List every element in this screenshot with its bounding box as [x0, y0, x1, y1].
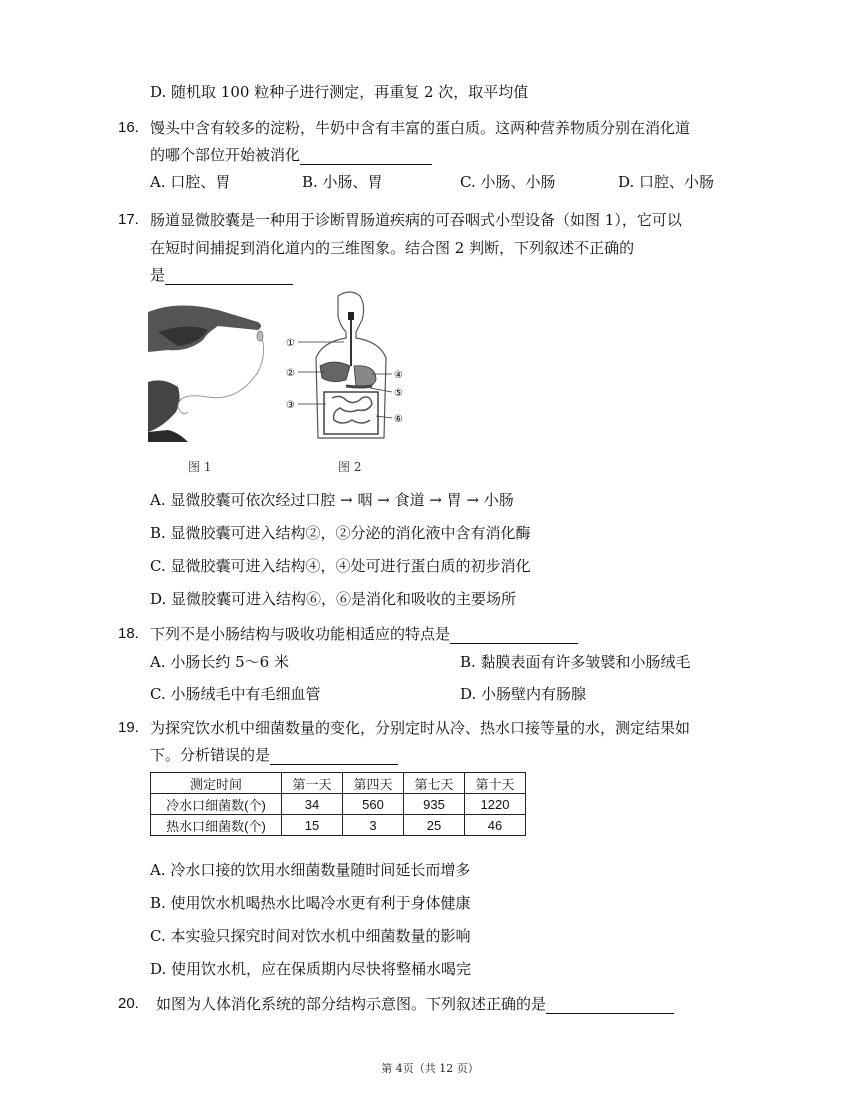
figure-2-digestive-diagram	[284, 288, 412, 444]
q20-answer-blank[interactable]	[546, 997, 674, 1014]
q16-stem-line1: 馒头中含有较多的淀粉，牛奶中含有丰富的蛋白质。这两种营养物质分别在消化道	[150, 119, 691, 137]
q18-option-d: D. 小肠壁内有肠腺	[460, 685, 587, 703]
q17-stem-line1: 肠道显微胶囊是一种用于诊断胃肠道疾病的可吞咽式小型设备（如图 1），它可以	[150, 211, 682, 229]
table-cell: 25	[404, 815, 465, 836]
table-header-cell: 第十天	[465, 773, 526, 794]
marker-2: ②	[286, 368, 295, 379]
marker-6: ⑥	[394, 414, 403, 425]
table-cell: 935	[404, 794, 465, 815]
table-header-cell: 第四天	[343, 773, 404, 794]
q17-option-d: D. 显微胶囊可进入结构⑥，⑥是消化和吸收的主要场所	[150, 590, 517, 608]
q18-number: 18.	[118, 625, 139, 642]
table-cell: 3	[343, 815, 404, 836]
q16-answer-blank[interactable]	[300, 148, 432, 165]
q16-option-c: C. 小肠、小肠	[460, 173, 556, 191]
figure-1-label: 图 1	[188, 460, 212, 474]
q18-option-a: A. 小肠长约 5～6 米	[150, 653, 289, 671]
q16-option-a: A. 口腔、胃	[150, 173, 231, 191]
table-row	[151, 794, 526, 815]
marker-5: ⑤	[394, 388, 403, 399]
table-cell: 热水口细菌数(个)	[151, 815, 282, 836]
q16-option-d: D. 口腔、小肠	[618, 173, 715, 191]
table-cell: 46	[465, 815, 526, 836]
q19-option-b: B. 使用饮水机喝热水比喝冷水更有利于身体健康	[150, 894, 471, 912]
q19-stem-line2: 下。分析错误的是	[150, 745, 398, 765]
q19-answer-blank[interactable]	[270, 748, 398, 765]
q15-option-d: D. 随机取 100 粒种子进行测定，再重复 2 次，取平均值	[150, 83, 529, 101]
q17-option-c: C. 显微胶囊可进入结构④，④处可进行蛋白质的初步消化	[150, 557, 531, 575]
marker-1: ①	[286, 338, 295, 349]
q20-stem: 如图为人体消化系统的部分结构示意图。下列叙述正确的是	[156, 994, 674, 1014]
q18-option-b: B. 黏膜表面有许多皱襞和小肠绒毛	[460, 653, 691, 671]
table-cell: 冷水口细菌数(个)	[151, 794, 282, 815]
table-cell: 34	[282, 794, 343, 815]
table-cell: 560	[343, 794, 404, 815]
q19-stem-line1: 为探究饮水机中细菌数量的变化，分别定时从冷、热水口接等量的水，测定结果如	[150, 719, 691, 737]
q17-option-a: A. 显微胶囊可依次经过口腔 → 咽 → 食道 → 胃 → 小肠	[150, 491, 514, 509]
table-header-row	[151, 773, 526, 794]
figure-2-label: 图 2	[338, 460, 362, 474]
table-header-cell: 第一天	[282, 773, 343, 794]
q17-answer-blank[interactable]	[165, 268, 293, 285]
q17-option-b: B. 显微胶囊可进入结构②，②分泌的消化液中含有消化酶	[150, 524, 531, 542]
table-header-cell: 测定时间	[151, 773, 282, 794]
page-footer: 第 4页（共 12 页）	[381, 1062, 479, 1075]
figure-1-capsule-photo	[148, 292, 273, 442]
marker-3: ③	[286, 400, 295, 411]
table-row	[151, 815, 526, 836]
q18-stem: 下列不是小肠结构与吸收功能相适应的特点是	[150, 624, 578, 644]
marker-4: ④	[394, 370, 403, 381]
q17-stem-line2: 在短时间捕捉到消化道内的三维图象。结合图 2 判断，下列叙述不正确的	[150, 239, 635, 257]
q18-answer-blank[interactable]	[450, 627, 578, 644]
q16-stem-line2: 的哪个部位开始被消化	[150, 145, 432, 165]
q16-number: 16.	[118, 119, 139, 136]
q19-option-a: A. 冷水口接的饮用水细菌数量随时间延长而增多	[150, 861, 471, 879]
q19-option-c: C. 本实验只探究时间对饮水机中细菌数量的影响	[150, 927, 471, 945]
table-header-cell: 第七天	[404, 773, 465, 794]
q19-number: 19.	[118, 719, 139, 736]
bacteria-count-table	[150, 772, 526, 836]
q18-option-c: C. 小肠绒毛中有毛细血管	[150, 685, 321, 703]
table-cell: 15	[282, 815, 343, 836]
q19-option-d: D. 使用饮水机，应在保质期内尽快将整桶水喝完	[150, 960, 472, 978]
q17-number: 17.	[118, 211, 139, 228]
q20-number: 20.	[118, 995, 139, 1012]
table-cell: 1220	[465, 794, 526, 815]
q17-stem-line3: 是	[150, 265, 293, 285]
q16-option-b: B. 小肠、胃	[302, 173, 383, 191]
